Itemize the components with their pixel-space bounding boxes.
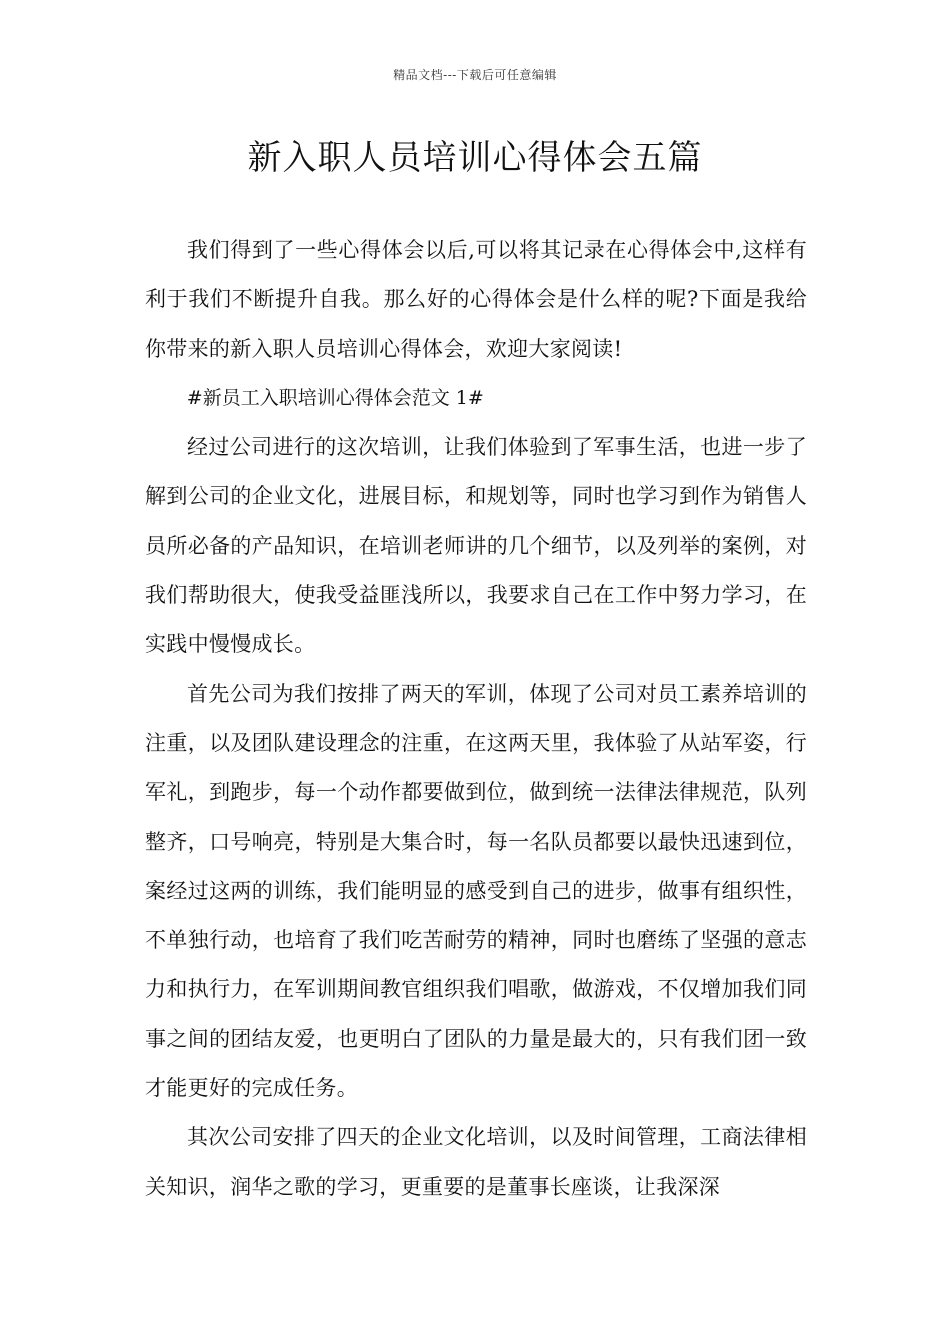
section-heading: #新员工入职培训心得体会范文 1# (186, 386, 484, 409)
body-paragraph-2: 首先公司为我们按排了两天的军训，体现了公司对员工素养培训的注重，以及团队建设理念的注重，在这两天里，我体验了从站军姿，行军礼，到跑步，每一个动作都要做到位，做到统一法律法律规范，队列整齐，口号响亮，特别是大集合时，每一名队员都要以最快迅速到位，案经过这两的训练，我们能明显的感受到自己的进步，做事有组织性，不单独行动，也培育了我们吃苦耐劳的精神，同时也磨练了坚强的意志力和执行力，在军训期间教官组织我们唱歌，做游戏，不仅增加我们同事之间的团结友爱，也更明白了团队的力量是最大的，只有我们团一致才能更好的完成任务。 (145, 681, 807, 1101)
intro-paragraph: 我们得到了一些心得体会以后,可以将其记录在心得体会中,这样有利于我们不断提升自我。那么好的心得体会是什么样的呢?下面是我给你带来的新入职人员培训心得体会，欢迎大家阅读! (145, 238, 807, 361)
body-paragraph-3: 其次公司安排了四天的企业文化培训，以及时间管理，工商法律相关知识，润华之歌的学习，更重要的是董事长座谈，让我深深 (145, 1125, 807, 1199)
body-paragraph-1: 经过公司进行的这次培训，让我们体验到了军事生活，也进一步了解到公司的企业文化，进展目标，和规划等，同时也学习到作为销售人员所必备的产品知识，在培训老师讲的几个细节，以及列举的案例，对我们帮助很大，使我受益匪浅所以，我要求自己在工作中努力学习，在实践中慢慢成长。 (145, 435, 807, 657)
document-title: 新入职人员培训心得体会五篇 (247, 138, 703, 178)
document-body (145, 226, 807, 1212)
header-note: 精品文档---下载后可任意编辑 (393, 68, 557, 82)
